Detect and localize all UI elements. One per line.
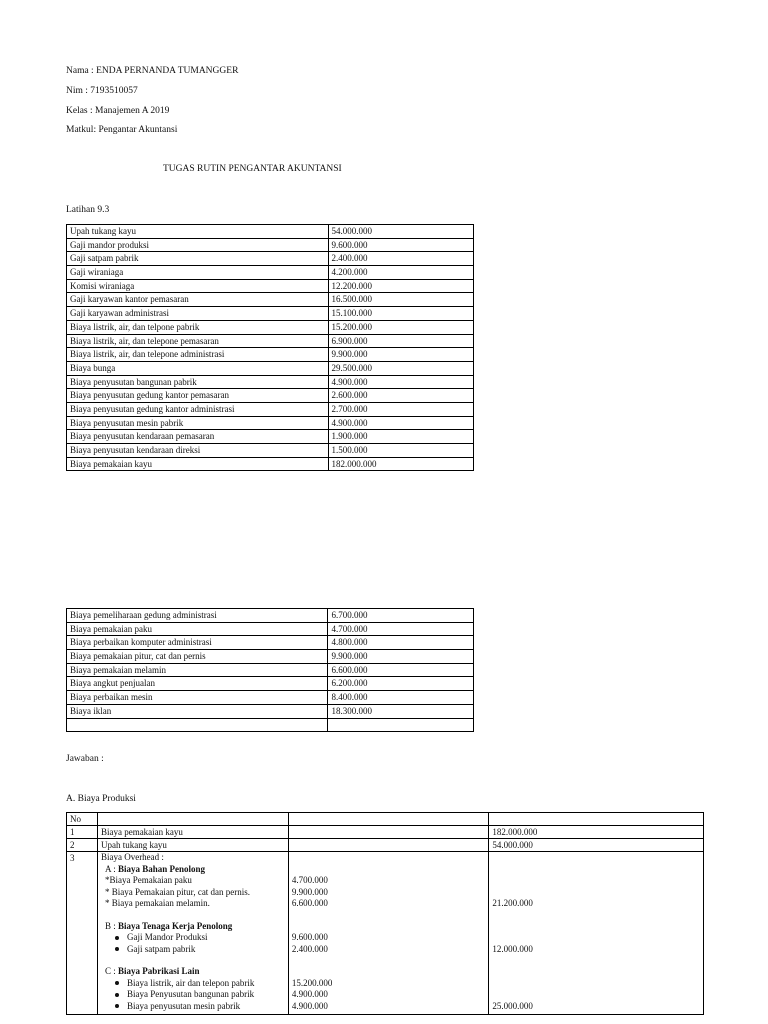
table-row [67, 402, 474, 416]
cost-amount: 9.900.000 [328, 348, 474, 362]
table-row [67, 279, 474, 293]
group-b-letter: B : [104, 920, 118, 931]
cost-item [67, 718, 328, 732]
group-b-item: Gaji satpam pabrik [101, 944, 285, 956]
cost-amount: 4.900.000 [328, 416, 474, 430]
cost-item: Biaya listrik, air, dan telpone pabrik [67, 320, 329, 334]
cost-amount: 9.900.000 [328, 650, 474, 664]
cost-amount: 1.900.000 [328, 430, 474, 444]
table-row [67, 457, 474, 471]
cost-amount: 54.000.000 [328, 225, 474, 239]
cost-item: Gaji wiraniaga [67, 266, 329, 280]
cost-table-1 [66, 224, 474, 471]
cost-item: Biaya penyusutan bangunan pabrik [67, 375, 329, 389]
page-title: TUGAS RUTIN PENGANTAR AKUNTANSI [163, 164, 342, 174]
group-a-item: *Biaya Pemakaian paku [104, 875, 192, 885]
table-row [67, 636, 474, 650]
overhead-totals [489, 852, 704, 1015]
group-b-title: Biaya Tenaga Kerja Penolong [117, 920, 233, 931]
overhead-label: Biaya Overhead : [100, 852, 164, 862]
exercise-label: Latihan 9.3 [66, 205, 110, 215]
cost-amount: 8.400.000 [328, 691, 474, 705]
group-c-total: 25.000.000 [492, 1000, 533, 1011]
cost-item: Biaya pemakaian paku [67, 622, 328, 636]
cost-item: Biaya penyusutan gedung kantor administrasi [67, 402, 329, 416]
cost-amount: 16.500.000 [328, 293, 474, 307]
cost-amount: 15.200.000 [328, 320, 474, 334]
group-c-value: 4.900.000 [291, 1000, 328, 1011]
cost-item: Biaya penyusutan kendaraan pemasaran [67, 430, 329, 444]
cost-amount: 2.400.000 [328, 252, 474, 266]
group-a-letter: A : [104, 863, 118, 874]
table-row [67, 293, 474, 307]
row-no: 3 [67, 852, 98, 1015]
group-b-total: 12.000.000 [492, 943, 533, 954]
cost-amount: 2.700.000 [328, 402, 474, 416]
table-row [67, 718, 474, 732]
cost-amount: 4.900.000 [328, 375, 474, 389]
cost-item: Komisi wiraniaga [67, 279, 329, 293]
group-c-letter: C : [104, 966, 118, 976]
production-cost-table [66, 812, 704, 1015]
group-b-value: 9.600.000 [291, 932, 328, 942]
cost-item: Biaya pemakaian kayu [67, 457, 329, 471]
cost-item: Biaya pemakaian pitur, cat dan pernis [67, 650, 328, 664]
cost-amount: 12.200.000 [328, 279, 474, 293]
table-row [67, 704, 474, 718]
table-row [67, 238, 474, 252]
table-row [67, 334, 474, 348]
cost-amount: 4.700.000 [328, 622, 474, 636]
section-a-heading: A. Biaya Produksi [66, 794, 136, 804]
cost-item: Gaji satpam pabrik [67, 252, 329, 266]
cost-amount: 182.000.000 [328, 457, 474, 471]
student-class: Kelas : Manajemen A 2019 [66, 106, 170, 116]
cost-amount: 18.300.000 [328, 704, 474, 718]
group-a-value: 6.600.000 [291, 898, 328, 908]
cost-item: Gaji karyawan administrasi [67, 307, 329, 321]
cost-amount: 6.700.000 [328, 609, 474, 623]
bullet-icon [115, 993, 119, 997]
cost-item: Biaya pemeliharaan gedung administrasi [67, 609, 328, 623]
row-total: 54.000.000 [489, 839, 704, 852]
group-c-value: 4.900.000 [291, 989, 328, 999]
bullet-icon [115, 1004, 119, 1008]
table-row [67, 430, 474, 444]
cost-amount: 29.500.000 [328, 361, 474, 375]
overhead-desc [97, 852, 288, 1015]
group-c-item: Biaya listrik, air dan telepon pabrik [101, 978, 285, 990]
cost-amount [328, 718, 474, 732]
table-row [67, 307, 474, 321]
group-b-value: 2.400.000 [291, 943, 328, 954]
cost-amount: 15.100.000 [328, 307, 474, 321]
cost-amount: 4.200.000 [328, 266, 474, 280]
overhead-values [288, 852, 489, 1015]
cost-amount: 6.900.000 [328, 334, 474, 348]
table-row [67, 609, 474, 623]
cost-item: Upah tukang kayu [67, 225, 329, 239]
table-row-overhead [67, 852, 704, 1015]
table-row [67, 416, 474, 430]
group-a-value: 9.900.000 [291, 886, 328, 897]
table-row [67, 444, 474, 458]
table-row [67, 663, 474, 677]
answer-label: Jawaban : [66, 754, 104, 764]
table-row [67, 375, 474, 389]
row-no: 2 [67, 839, 98, 852]
table-row [67, 650, 474, 664]
bullet-icon [115, 947, 119, 951]
group-a-value: 4.700.000 [291, 875, 328, 885]
group-b-item: Gaji Mandor Produksi [101, 932, 285, 944]
table-header-row [67, 813, 704, 826]
student-name: Nama : ENDA PERNANDA TUMANGGER [66, 66, 239, 76]
cost-item: Biaya iklan [67, 704, 328, 718]
table-row [67, 252, 474, 266]
cost-item: Biaya pemakaian melamin [67, 663, 328, 677]
cost-amount: 1.500.000 [328, 444, 474, 458]
table-row [67, 361, 474, 375]
table-row [67, 348, 474, 362]
cost-item: Biaya perbaikan komputer administrasi [67, 636, 328, 650]
table-row [67, 839, 704, 852]
cost-item: Biaya listrik, air, dan telepone administrasi [67, 348, 329, 362]
cost-item: Biaya penyusutan kendaraan direksi [67, 444, 329, 458]
header-no: No [67, 813, 98, 826]
group-c-item: Biaya Penyusutan bangunan pabrik [101, 989, 285, 1001]
group-c-value: 15.200.000 [291, 977, 333, 988]
bullet-icon [115, 981, 119, 985]
table-row [67, 225, 474, 239]
cost-table-2 [66, 608, 474, 732]
row-no: 1 [67, 826, 98, 839]
table-row [67, 320, 474, 334]
cost-item: Biaya listrik, air, dan telepone pemasaran [67, 334, 329, 348]
group-c-title: Biaya Pabrikasi Lain [117, 966, 200, 976]
cost-item: Biaya angkut penjualan [67, 677, 328, 691]
group-a-title: Biaya Bahan Penolong [117, 863, 205, 874]
table-row [67, 826, 704, 839]
row-total: 182.000.000 [489, 826, 704, 839]
row-desc: Upah tukang kayu [97, 839, 288, 852]
cost-item: Gaji karyawan kantor pemasaran [67, 293, 329, 307]
group-a-item: * Biaya pemakaian melamin. [104, 898, 210, 908]
cost-amount: 2.600.000 [328, 389, 474, 403]
cost-amount: 6.600.000 [328, 663, 474, 677]
table-row [67, 266, 474, 280]
cost-amount: 9.600.000 [328, 238, 474, 252]
cost-item: Gaji mandor produksi [67, 238, 329, 252]
group-c-item: Biaya penyusutan mesin pabrik [101, 1001, 285, 1013]
table-row [67, 691, 474, 705]
cost-amount: 4.800.000 [328, 636, 474, 650]
row-desc: Biaya pemakaian kayu [97, 826, 288, 839]
cost-item: Biaya penyusutan mesin pabrik [67, 416, 329, 430]
group-a-item: * Biaya Pemakaian pitur, cat dan pernis. [104, 886, 251, 897]
cost-amount: 6.200.000 [328, 677, 474, 691]
table-row [67, 389, 474, 403]
course-name: Matkul: Pengantar Akuntansi [66, 125, 178, 135]
group-a-total: 21.200.000 [492, 898, 533, 908]
table-row [67, 622, 474, 636]
table-row [67, 677, 474, 691]
cost-item: Biaya bunga [67, 361, 329, 375]
bullet-icon [115, 936, 119, 940]
cost-item: Biaya perbaikan mesin [67, 691, 328, 705]
cost-item: Biaya penyusutan gedung kantor pemasaran [67, 389, 329, 403]
student-nim: Nim : 7193510057 [66, 86, 138, 96]
